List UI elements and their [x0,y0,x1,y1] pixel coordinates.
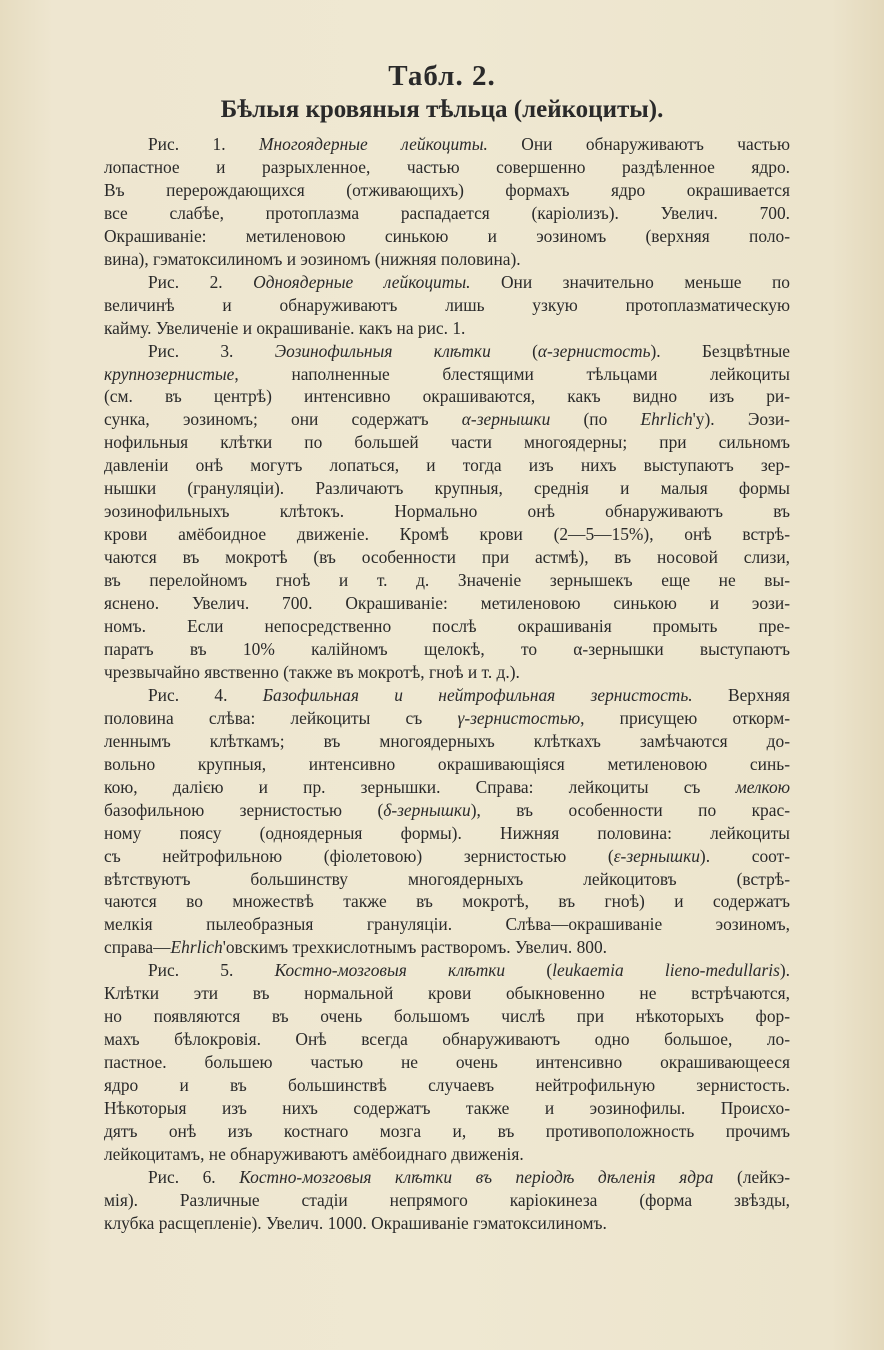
text-line [104,1051,790,1074]
page-subtitle: Бѣлыя кровяныя тѣльца (лейкоциты). [220,96,664,123]
text-run: мелкія пылеобразныя грануляціи. Слѣва—окрашиваніе эозиномъ, [104,914,790,935]
text-line [104,225,790,248]
text-run: Рис. 3. [148,340,275,361]
italic-term: мелкою [735,776,790,797]
text-line [104,822,790,845]
italic-term: крупнозернистые [104,363,235,384]
text-run: вина), гэматоксилиномъ и эозиномъ (нижняя половина). [104,248,521,269]
text-run: Окрашиваніе: метиленовою синькою и эозиномъ (верхняя поло- [104,225,790,246]
text-run: чаются въ мокротѣ (въ особенности при астмѣ), въ носовой слизи, [104,547,790,568]
text-run: Рис. 1. [148,134,260,154]
text-line [104,202,790,225]
italic-term: Многоядерные лейкоциты. [259,134,488,154]
text-run: кайму. Увеличеніе и окрашиваніе. какъ на рис. 1. [104,317,466,338]
text-run: Они обнаруживаютъ частью [487,134,790,154]
text-run: (лейкэ- [713,1166,790,1187]
text-run: Клѣтки эти въ нормальной крови обыкновенно не встрѣчаются, [104,983,790,1004]
text-line [104,799,790,822]
text-run: , присущею откорм- [580,707,790,728]
text-line [104,477,790,500]
text-line [104,1028,790,1051]
text-line [104,454,790,477]
text-line [104,959,790,982]
text-run: 'у). Эози- [692,409,790,430]
text-line [104,776,790,799]
text-run: (по [550,409,641,430]
text-line [104,982,790,1005]
text-run: яснено. Увелич. 700. Окрашиваніе: метиленовою синькою и эози- [104,593,790,614]
text-run: махъ бѣлокровія. Онѣ всегда обнаруживаютъ одно большое, ло- [104,1029,790,1050]
text-run: лопастное и разрыхленное, частью совершенно раздѣленное ядро. [104,156,790,177]
text-run: чаются во множествѣ также въ мокротѣ, въ гноѣ) и содержатъ [104,891,790,912]
text-run: ), въ особенности по крас- [470,799,790,820]
page-title: Табл. 2. [388,60,496,92]
text-line [104,317,790,340]
text-run: ному поясу (одноядерныя формы). Нижняя половина: лейкоциты [104,822,790,843]
text-line [104,363,790,386]
text-run: Нѣкоторыя изъ нихъ содержатъ также и эозинофилы. Происхо- [104,1098,790,1119]
text-run: нофильныя клѣтки по большей части многоядерны; при сильномъ [104,432,790,453]
text-run: , наполненные блестящими тѣльцами лейкоциты [234,363,790,384]
text-run: дятъ онѣ изъ костнаго мозга и, въ противоположность прочимъ [104,1120,790,1141]
text-line [104,340,790,363]
italic-term: γ-зернистостью [457,707,581,728]
text-run: крови амёбоидное движеніе. Кромѣ крови (2—5—15%), онѣ встрѣ- [104,524,790,545]
text-line [104,868,790,891]
italic-term: α-зернышки [461,409,551,430]
text-run: кою, далією и пр. зернышки. Справа: лейкоциты съ [104,776,736,797]
italic-term: Ehrlich [640,409,693,430]
text-line [104,294,790,317]
text-run: клубка расщепленіе). Увелич. 1000. Окрашиваніе гэматоксилиномъ. [104,1212,607,1233]
text-line [104,500,790,523]
text-run: но появляются въ очень большомъ числѣ при нѣкоторыхъ фор- [104,1006,790,1027]
text-run: Рис. 6. [148,1166,240,1187]
text-run: Рис. 5. [148,960,275,981]
text-line [104,1097,790,1120]
text-run: въ перелойномъ гноѣ и т. д. Значеніе зернышекъ еще не вы- [104,570,790,591]
text-line [104,661,790,684]
text-line [104,615,790,638]
text-run: ( [505,960,553,981]
text-line [104,523,790,546]
text-line [104,1212,790,1235]
text-line [104,408,790,431]
text-run: все слабѣе, протоплазма распадается (каріолизъ). Увелич. 700. [104,202,790,223]
italic-term: ε-зернышки [613,845,700,866]
text-run: ядро и въ большинствѣ случаевъ нейтрофильную зернистость. [104,1075,790,1096]
text-line [104,271,790,294]
text-run: лейкоцитамъ, не обнаруживаютъ амёбоиднаго движенія. [104,1143,524,1164]
text-line [104,569,790,592]
text-run: мія). Различные стадіи непрямого каріокинеза (форма звѣзды, [104,1189,790,1210]
text-line [104,592,790,615]
text-run: вѣтствуютъ большинству многоядерныхъ лейкоцитовъ (встрѣ- [104,868,790,889]
text-run: номъ. Если непосредственно послѣ окрашиванія промыть пре- [104,616,790,637]
text-run: величинѣ и обнаруживаютъ лишь узкую протоплазматическую [104,294,790,315]
italic-term: Ehrlich [170,937,223,958]
text-run: Рис. 4. [148,684,263,705]
text-run: ). [779,960,790,981]
text-line [104,1120,790,1143]
text-run: ). соот- [699,845,790,866]
text-line [104,156,790,179]
text-line [104,546,790,569]
text-line [104,936,790,959]
text-run: вольно крупныя, интенсивно окрашивающіяся метиленовою синь- [104,753,790,774]
text-line [104,753,790,776]
text-run: паратъ въ 10% калійномъ щелокѣ, то α-зернышки выступаютъ [104,638,790,659]
text-line [104,133,790,156]
text-run: Верхняя [692,684,790,705]
text-line [104,913,790,936]
text-line [104,684,790,707]
text-line [104,431,790,454]
text-line [104,638,790,661]
italic-term: Костно-мозговыя клѣтки [274,960,506,981]
text-run: Въ перерождающихся (отживающихъ) формахъ ядро окрашивается [104,179,790,200]
text-run: половина слѣва: лейкоциты съ [104,707,458,728]
italic-term: Одноядерные лейкоциты. [253,271,471,292]
text-run: базофильною зернистостью ( [104,799,384,820]
text-line [104,1074,790,1097]
text-run: съ нейтрофильною (фіолетовою) зернистостью ( [104,845,614,866]
text-run: ( [490,340,538,361]
text-run: 'овскимъ трехкислотнымъ растворомъ. Увелич. 800. [222,937,608,958]
italic-term: Базофильная и нейтрофильная зернистость. [262,684,693,705]
text-run: Рис. 2. [148,271,254,292]
text-run: нышки (грануляціи). Различаютъ крупныя, среднія и малыя формы [104,478,790,499]
text-run: давленіи онѣ могутъ лопаться, и тогда изъ нихъ выступаютъ зер- [104,455,790,476]
text-line [104,730,790,753]
text-line [104,890,790,913]
text-line [104,845,790,868]
text-line [104,248,790,271]
text-line [104,385,790,408]
italic-term: Костно-мозговыя клѣтки въ періодѣ дѣленія ядра [239,1166,714,1187]
text-run: леннымъ клѣткамъ; въ многоядерныхъ клѣткахъ замѣчаются до- [104,730,790,751]
text-run: пастное. большею частью не очень интенсивно окрашивающееся [104,1052,790,1073]
text-line [104,1143,790,1166]
italic-term: δ-зернышки [383,799,471,820]
text-line [104,707,790,730]
text-line [104,1189,790,1212]
text-run: (см. въ центрѣ) интенсивно окрашиваются, какъ видно изъ ри- [104,386,790,407]
text-run: чрезвычайно явственно (также въ мокротѣ, гноѣ и т. д.). [104,661,520,682]
italic-term: Эозинофильныя клѣтки [274,340,491,361]
italic-term: α-зернистость [537,340,651,361]
text-run: Они значительно меньше по [470,271,790,292]
text-line [104,179,790,202]
text-run: эозинофильныхъ клѣтокъ. Нормально онѣ обнаруживаютъ въ [104,501,790,522]
text-line [104,1005,790,1028]
body-text [104,133,790,1235]
text-run: справа— [104,937,171,958]
text-line [104,1166,790,1189]
text-run: сунка, эозиномъ; они содержатъ [104,409,462,430]
italic-term: leukaemia lieno-medullaris [552,960,780,981]
text-run: ). Безцвѣтные [650,340,791,361]
